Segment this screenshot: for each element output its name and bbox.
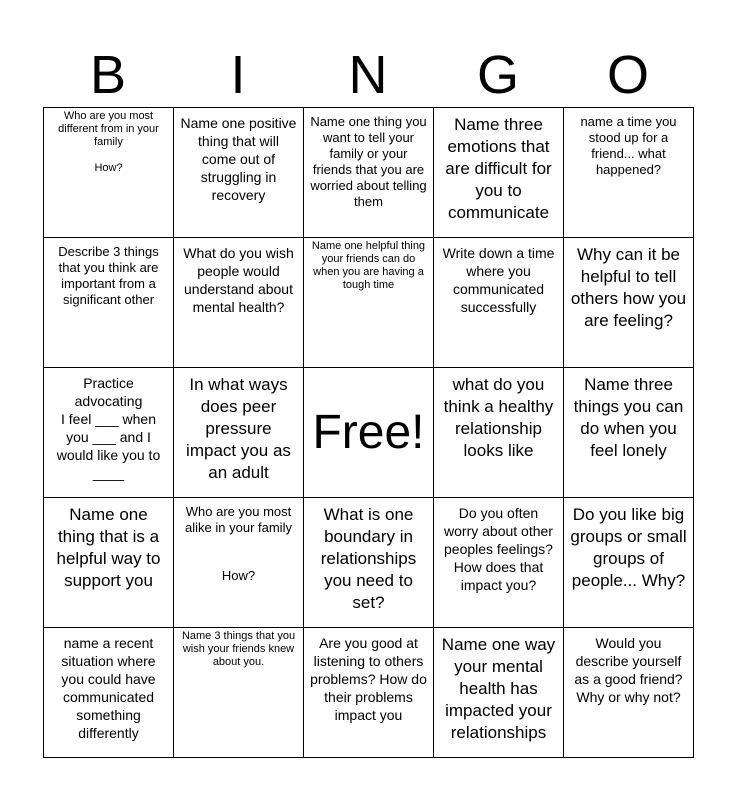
bingo-cell[interactable] (44, 238, 174, 368)
bingo-cell[interactable] (434, 238, 564, 368)
cell-text: What do you wish people would understand about mental health? (183, 245, 294, 315)
bingo-cell[interactable] (564, 628, 694, 758)
bingo-cell[interactable] (304, 628, 434, 758)
bingo-cell[interactable] (174, 628, 304, 758)
cell-text: what do you think a healthy relationship looks like (443, 375, 554, 460)
bingo-cell[interactable] (564, 368, 694, 498)
bingo-cell[interactable] (304, 108, 434, 238)
cell-text: Write down a time where you communicated successfully (442, 245, 555, 315)
bingo-cell[interactable] (44, 108, 174, 238)
cell-text: Name one helpful thing your friends can do when you are having a tough time (311, 240, 426, 291)
cell-text: Why can it be helpful to tell others how you are feeling? (570, 245, 687, 330)
bingo-cell[interactable] (174, 238, 304, 368)
cell-text: In what ways does peer pressure impact you as an adult (186, 375, 291, 482)
cell-text: Who are you most different from in your family How? (58, 110, 159, 174)
cell-text: What is one boundary in relationships you need to set? (320, 505, 417, 612)
bingo-cell[interactable] (434, 498, 564, 628)
cell-text: Name one thing you want to tell your family or your friends that you are worried about telling them (310, 114, 427, 209)
bingo-cell[interactable] (434, 368, 564, 498)
free-space-text: Free! (312, 405, 425, 459)
cell-text: Name one way your mental health has impacted your relationships (441, 635, 556, 742)
header-letter-n: N (348, 45, 388, 105)
header-letter-o: O (606, 45, 649, 105)
cell-text: Who are you most alike in your family How? (185, 504, 292, 583)
bingo-cell[interactable] (44, 498, 174, 628)
cell-text: Name three things you can do when you feel lonely (573, 375, 684, 460)
bingo-cell[interactable] (44, 628, 174, 758)
bingo-cell[interactable] (304, 238, 434, 368)
cell-text: Name 3 things that you wish your friends knew about you. (181, 630, 296, 668)
bingo-cell[interactable] (174, 498, 304, 628)
bingo-cell[interactable] (304, 498, 434, 628)
cell-text: Practice advocating I feel ___ when you ___ and I would like you to ____ (56, 375, 161, 481)
free-space-cell[interactable] (304, 368, 434, 498)
header-letter-b: B (89, 45, 127, 105)
bingo-cell[interactable] (564, 108, 694, 238)
bingo-cell[interactable] (564, 238, 694, 368)
cell-text: Do you often worry about other peoples feelings? How does that impact you? (444, 505, 553, 593)
bingo-cell[interactable] (44, 368, 174, 498)
header-letter-g: G (476, 45, 519, 105)
cell-text: Name three emotions that are difficult for you to communicate (445, 115, 552, 222)
cell-text: Name one thing that is a helpful way to support you (56, 505, 161, 590)
cell-text: Are you good at listening to others problems? How do their problems impact you (310, 635, 427, 723)
cell-text: Do you like big groups or small groups of people... Why? (570, 505, 687, 590)
bingo-board (43, 107, 694, 758)
bingo-cell[interactable] (434, 108, 564, 238)
bingo-cell[interactable] (174, 368, 304, 498)
cell-text: Name one positive thing that will come out of struggling in recovery (180, 115, 297, 203)
header-letter-i: I (230, 45, 246, 105)
bingo-header (43, 44, 693, 106)
bingo-cell[interactable] (174, 108, 304, 238)
bingo-cell[interactable] (434, 628, 564, 758)
cell-text: name a recent situation where you could have communicated something differently (61, 635, 156, 741)
cell-text: Describe 3 things that you think are important from a significant other (58, 244, 159, 307)
bingo-cell[interactable] (564, 498, 694, 628)
cell-text: name a time you stood up for a friend... what happened? (580, 114, 677, 177)
cell-text: Would you describe yourself as a good friend? Why or why not? (574, 635, 683, 705)
